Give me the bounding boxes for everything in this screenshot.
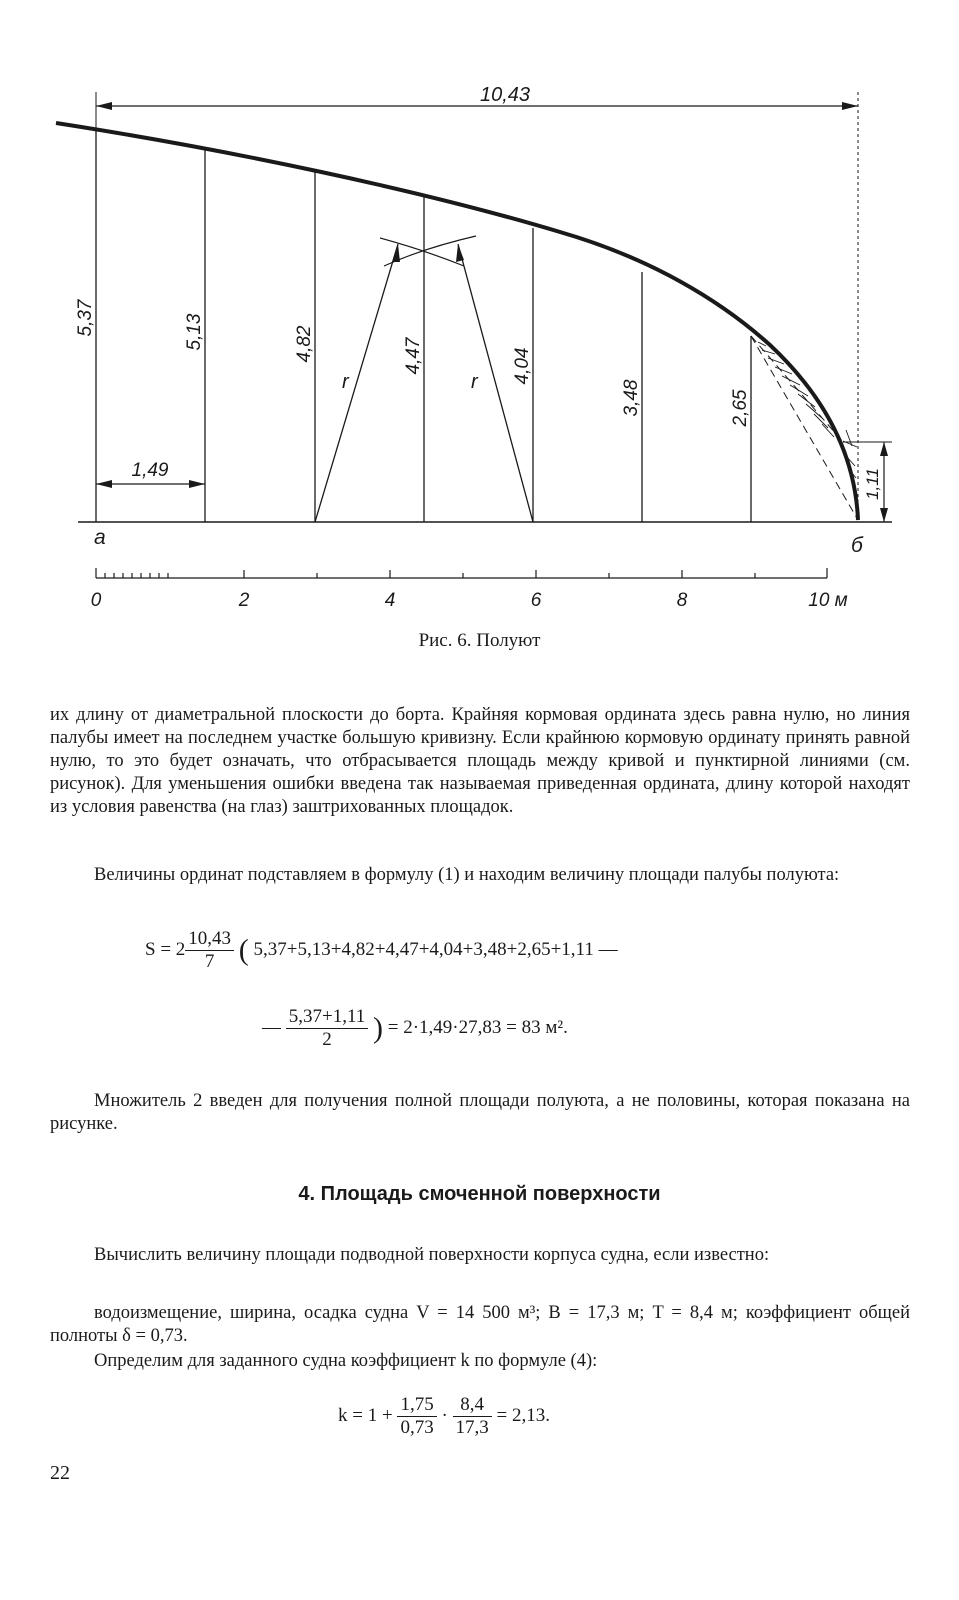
figure-caption: Рис. 6. Полуют — [418, 630, 541, 651]
formula-k-frac-2: $\frac{8,4}{17,3}$ — [453, 1394, 492, 1439]
paragraph-2: Величины ординат подставляем в формулу (1) и находим величину площади палубы полуюта: — [94, 865, 840, 885]
paragraph-3: Множитель 2 введен для получения полной площади полуюта, а не половины, которая показана на рисунке. — [50, 1091, 910, 1134]
formula-k-frac-1: $\frac{1,75}{0,73}$ — [397, 1394, 436, 1439]
radius-label-right: r — [471, 371, 478, 393]
formula-frac: $\frac{10,43}{7}$ — [185, 928, 234, 973]
figure-polujut — [0, 0, 959, 625]
radius-label-left: r — [342, 371, 349, 393]
paragraph-6: Определим для заданного судна коэффициент k по формуле (4): — [94, 1351, 598, 1371]
scale-tick-6: 6 — [530, 590, 542, 611]
ordinate-label-5: 3,48 — [621, 379, 642, 417]
ordinate-label-4: 4,04 — [512, 347, 533, 385]
scale-tick-2: 2 — [238, 590, 250, 611]
point-b-label: б — [851, 534, 863, 557]
paragraph-1: их длину от диаметральной плоскости до борта. Крайняя кормовая ордината здесь равна нулю, но линия палубы имеет на последнем участке большую кривизну. Если крайнюю кормовую ординату принять равной нулю, то это будет означать, что отбрасывается площадь между кривой и пунктирной линиями (см. рисунок). Для уменьшения ошибки введена так называемая приведенная ордината, длину которой находят из условия равенства (на глаз) заштрихованных площадок. — [50, 705, 910, 817]
formula-area-line2: — $\frac{5,37+1,11}{2}$ ) = 2·1,49·27,83 = 83 м². — [262, 1006, 568, 1050]
formula-k: k = 1 + $\frac{1,75}{0,73}$ · $\frac{8,4}{17,3}$ = 2,13. — [338, 1394, 550, 1438]
spacing-label: 1,49 — [131, 460, 169, 481]
scale-bar — [96, 568, 827, 578]
scale-tick-8: 8 — [676, 590, 688, 611]
formula-frac-2: $\frac{5,37+1,11}{2}$ — [286, 1006, 369, 1051]
hatched-area — [758, 342, 857, 478]
section-heading: 4. Площадь смоченной поверхности — [298, 1183, 661, 1205]
scale-tick-10: 10 м — [808, 590, 848, 611]
ordinate-label-7: 1,11 — [863, 468, 882, 500]
ordinate-label-2: 4,82 — [294, 325, 315, 363]
formula-result: = 2·1,49·27,83 = 83 м². — [387, 1016, 568, 1038]
ordinate-label-1: 5,13 — [184, 313, 205, 351]
paragraph-5: водоизмещение, ширина, осадка судна V = 14 500 м³; B = 17,3 м; T = 8,4 м; коэффициент общей полноты δ = 0,73. — [50, 1303, 910, 1346]
point-a-label: a — [94, 526, 106, 549]
scale-tick-4: 4 — [384, 590, 396, 611]
scale-tick-0: 0 — [90, 590, 102, 611]
ordinate-label-0: 5,37 — [75, 299, 96, 337]
paragraph-4: Вычислить величину площади подводной поверхности корпуса судна, если известно: — [94, 1245, 770, 1265]
deck-curve — [56, 123, 858, 520]
ordinate-label-6: 2,65 — [730, 389, 751, 427]
ordinate-label-3: 4,47 — [403, 337, 424, 375]
page-number: 22 — [50, 1462, 70, 1484]
formula-area-line1: S = 2 $\frac{10,43}{7}$ ( 5,37+5,13+4,82+4,47+4,04+3,48+2,65+1,11 — — [145, 928, 618, 972]
length-label: 10,43 — [479, 84, 531, 106]
formula-sum: 5,37+5,13+4,82+4,47+4,04+3,48+2,65+1,11 — — [253, 938, 618, 960]
formula-lhs: S = 2 — [145, 938, 186, 960]
